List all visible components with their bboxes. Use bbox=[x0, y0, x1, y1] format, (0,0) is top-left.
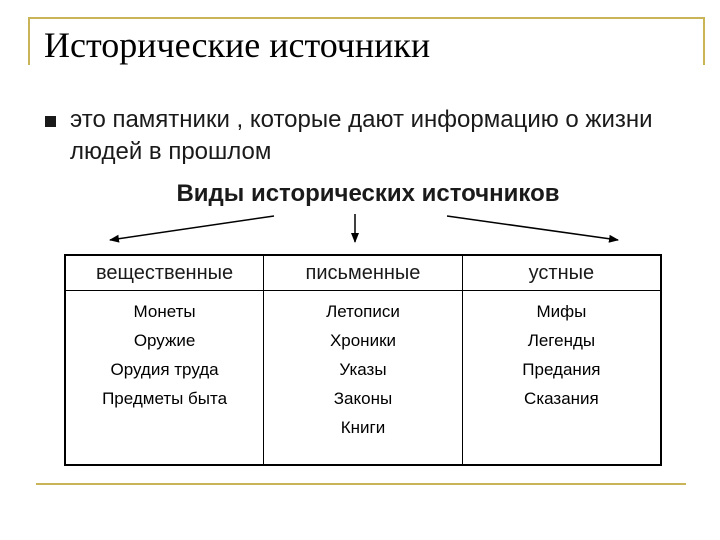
arrow-right bbox=[447, 216, 618, 240]
sources-table bbox=[64, 254, 662, 466]
list-item: Оружие bbox=[133, 331, 196, 350]
list-item: Мифы bbox=[536, 302, 587, 321]
list-item: Книги bbox=[340, 418, 386, 437]
list-item: Орудия труда bbox=[110, 360, 219, 379]
table-body-row bbox=[65, 291, 661, 466]
list-item: Легенды bbox=[527, 331, 596, 350]
list-item: Летописи bbox=[326, 302, 400, 321]
column-written bbox=[264, 291, 463, 466]
bullet-text: это памятники , которые дают информацию о жизни людей в прошлом bbox=[70, 106, 653, 165]
list-item: Предания bbox=[522, 360, 601, 379]
arrow-left bbox=[110, 216, 274, 240]
header-written: письменные bbox=[264, 255, 463, 291]
subtitle: Виды исторических источников bbox=[176, 180, 560, 207]
column-material bbox=[65, 291, 264, 466]
list-item: Предметы быта bbox=[102, 389, 228, 408]
list-item: Указы bbox=[339, 360, 387, 379]
header-oral: устные bbox=[462, 255, 661, 291]
list-item: Сказания bbox=[524, 389, 599, 408]
column-oral bbox=[462, 291, 661, 466]
list-item: Хроники bbox=[329, 331, 397, 350]
slide-title: Исторические источники bbox=[44, 25, 431, 65]
list-item: Монеты bbox=[133, 302, 196, 321]
list-item: Законы bbox=[333, 389, 393, 408]
table-header-row bbox=[65, 255, 661, 291]
header-material: вещественные bbox=[65, 255, 264, 291]
